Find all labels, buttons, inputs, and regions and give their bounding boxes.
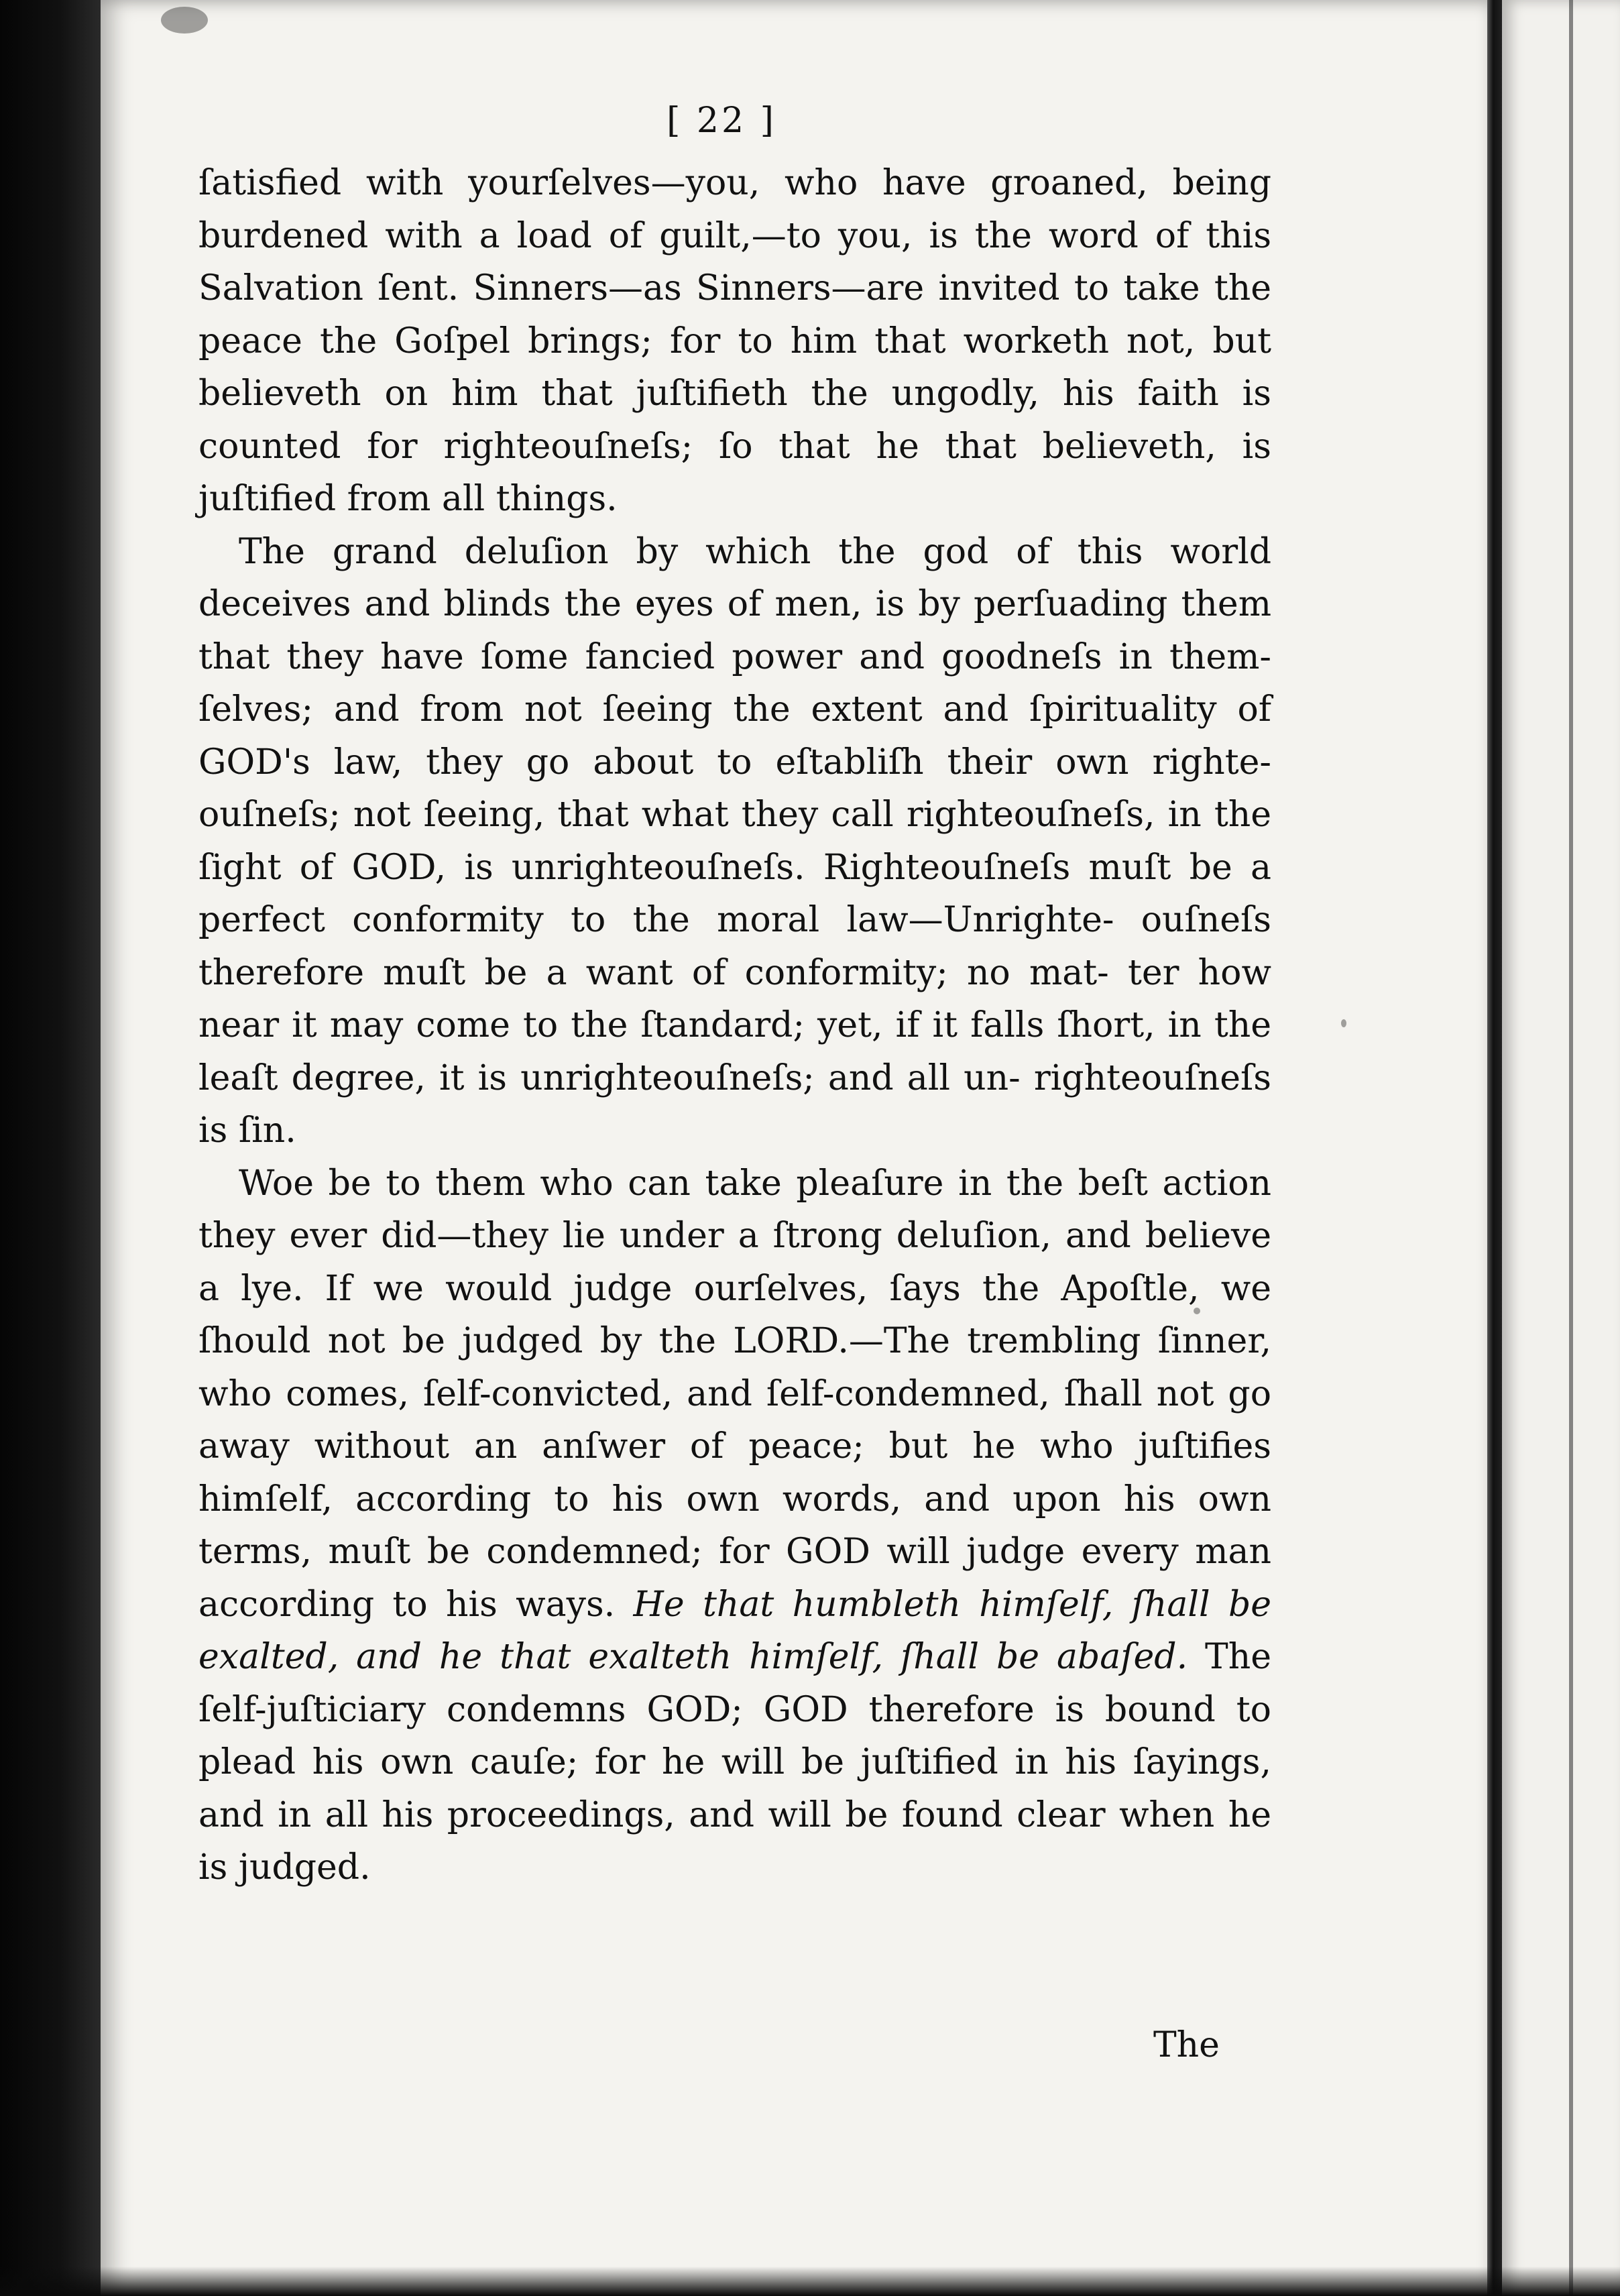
text-line: every man according to his ways. bbox=[198, 1532, 1271, 1625]
text-line: ſatisfied with yourſelves—you, who have groaned, being bbox=[198, 163, 1271, 203]
catchword: The bbox=[1153, 2025, 1220, 2065]
italic-quotation: He that humbleth himſelf, ſhall be exalted, and he that exalteth himſelf, ſhall be abaſed. bbox=[198, 1584, 1271, 1677]
text-line: ſelves; and from not ſeeing the extent and ſpirituality of bbox=[198, 689, 1271, 730]
ink-smudge bbox=[161, 7, 208, 34]
text-run: The ſelf-juſticiary condemns GOD; GOD therefore is bound to plead his own cauſe; for he will be juſtified in his ſayings, and in all his proceedings, and will be found clear when he is judged. bbox=[198, 1637, 1271, 1888]
text-line: that they have ſome fancied power and goodneſs in them- bbox=[198, 636, 1271, 677]
text-line: ter how near it may come to the ſtandard; yet, if it falls bbox=[198, 952, 1271, 1045]
text-line: but believeth on him that juſtifieth the ungodly, his faith bbox=[198, 321, 1271, 414]
paragraph-1 bbox=[198, 157, 1271, 526]
page-number: [ 22 ] bbox=[667, 101, 776, 141]
text-line: ſhort, in the leaſt degree, it is unrighteouſneſs; and all un- bbox=[198, 1005, 1271, 1098]
text-line: his own terms, muſt be condemned; for GOD will judge bbox=[198, 1479, 1271, 1572]
facing-page-shadow bbox=[1569, 0, 1573, 2296]
text-line: ſhould not be judged by the LORD.—The trembling bbox=[198, 1321, 1158, 1361]
text-line: they ever did—they lie under a ſtrong deluſion, and believe bbox=[198, 1216, 1271, 1256]
text-line: the ſight of GOD, is unrighteouſneſs. Righteouſneſs bbox=[198, 795, 1271, 888]
text-line: a lye. If we would judge ourſelves, ſays the Apoſtle, we bbox=[198, 1268, 1271, 1309]
page-gutter bbox=[1487, 0, 1502, 2296]
text-line: Woe be to them who can take pleaſure in the beſt action bbox=[239, 1163, 1271, 1204]
ink-speck bbox=[1341, 1019, 1346, 1027]
text-line: ſinner, who comes, ſelf-convicted, and ſelf-condemned, bbox=[198, 1321, 1271, 1414]
text-line: The grand deluſion by which the god of this world bbox=[239, 531, 1271, 572]
text-line: is counted for righteouſneſs; ſo that he that believeth, is bbox=[198, 374, 1271, 467]
text-line: GOD's law, they go about to eſtabliſh their own righte- bbox=[198, 742, 1271, 783]
left-binding-edge bbox=[0, 0, 101, 2296]
paragraph-3 bbox=[198, 1157, 1271, 1894]
text-line: who juſtifies himſelf, according to his own words, and upon bbox=[198, 1426, 1271, 1519]
text-line: burdened with a load of guilt,—to you, is the word of bbox=[198, 215, 1206, 256]
text-block bbox=[198, 101, 1271, 1894]
text-line: this Salvation ſent. Sinners—as Sinners—are invited to take bbox=[198, 215, 1271, 308]
text-line: ouſneſs therefore muſt be a want of conformity; no mat- bbox=[198, 900, 1271, 993]
paragraph-2 bbox=[198, 526, 1271, 1157]
bottom-edge-shadow bbox=[0, 2266, 1620, 2296]
text-line: deceives and blinds the eyes of men, is by perſuading them bbox=[198, 584, 1271, 624]
text-line: the peace the Goſpel brings; for to him that worketh not, bbox=[198, 268, 1271, 361]
text-line: juſtified from all things. bbox=[198, 479, 618, 519]
text-line: ſhall not go away without an anſwer of peace; but he bbox=[198, 1373, 1271, 1467]
text-line: muſt be a perfect conformity to the moral law—Unrighte- bbox=[198, 847, 1271, 940]
text-line: righteouſneſs is ſin. bbox=[198, 1057, 1271, 1151]
text-line: ouſneſs; not ſeeing, that what they call righteouſneſs, in bbox=[198, 795, 1214, 835]
facing-page-edge bbox=[1502, 0, 1620, 2296]
